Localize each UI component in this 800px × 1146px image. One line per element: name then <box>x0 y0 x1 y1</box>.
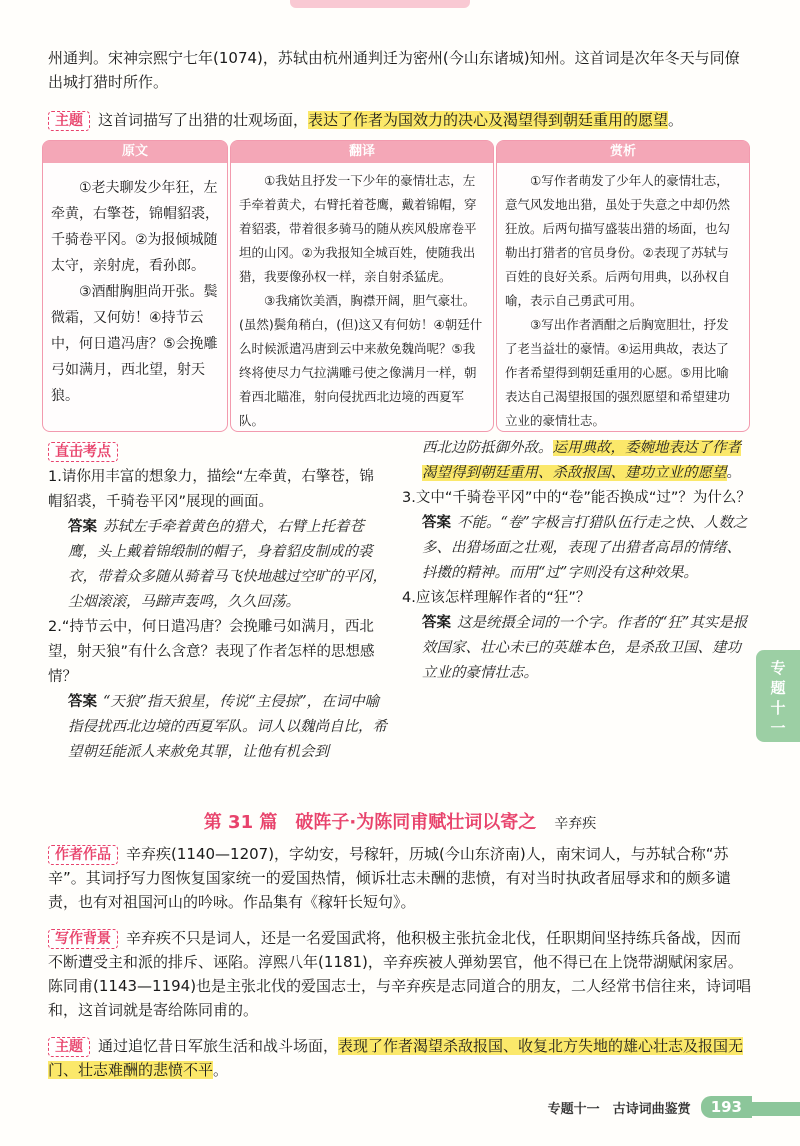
theme-tag: 主题 <box>48 111 90 131</box>
answer-2-cont: 西北边防抵御外敌。 <box>422 440 553 456</box>
section-author: 辛弃疾 <box>554 816 597 832</box>
answer-3-label: 答案 <box>422 515 451 531</box>
theme-end: 。 <box>668 111 684 129</box>
footer <box>548 1096 752 1118</box>
footer-label: 专题十一 古诗词曲鉴赏 <box>547 1101 691 1117</box>
answer-3: 不能。“卷”字极言打猎队伍行走之快、人数之多、出猎场面之壮观，表现了出猎者高昂的情绪、抖擞的精神。而用“过”字则没有这种效果。 <box>422 515 748 581</box>
theme-2-highlight: 表现了作者渴望杀敌报国、收复北方失地的雄心壮志及报国无门、壮志难酬的悲愤不平 <box>48 1037 744 1079</box>
original-stanza-1: ①老夫聊发少年狂，左牵黄，右擎苍，锦帽貂裘，千骑卷平冈。②为报倾城随太守，亲射虎，看孙郎。 <box>51 180 219 274</box>
answer-1: 苏轼左手牵着黄色的猎犬，右臂上托着苍鹰，头上戴着锦缎制的帽子，身着貂皮制成的裘衣，带着众多随从骑着马飞快地越过空旷的平冈，尘烟滚滚，马蹄声轰鸣，久久回荡。 <box>68 519 387 610</box>
header-appreciation: 赏析 <box>497 141 749 163</box>
col-original <box>42 140 228 432</box>
original-stanza-2: ③酒酣胸胆尚开张。鬓微霜，又何妨！④持节云中，何日遣冯唐？⑤会挽雕弓如满月，西北望，射天狼。 <box>51 284 218 404</box>
top-decoration <box>290 0 470 8</box>
theme-2-tag: 主题 <box>48 1037 90 1057</box>
theme-2 <box>48 1034 752 1082</box>
col-translation <box>230 140 494 432</box>
section-title <box>48 808 752 834</box>
background-tag: 写作背景 <box>48 929 118 949</box>
header-translation: 翻译 <box>231 141 493 163</box>
theme-highlight: 表达了作者为国效力的决心及渴望得到朝廷重用的愿望 <box>308 111 669 129</box>
theme-2-end: 。 <box>213 1061 229 1079</box>
author-works-text: 辛弃疾(1140—1207)，字幼安，号稼轩，历城(今山东济南)人，南宋词人，与苏轼合称“苏辛”。其词抒写力图恢复国家统一的爱国热情，倾诉壮志未酬的悲愤，有对当时执政者屈辱求和的颇多谴责，也有对祖国河山的吟咏。作品集有《稼轩长短句》。 <box>48 845 731 911</box>
question-3: 3.文中“千骑卷平冈”中的“卷”能否换成“过”？为什么？ <box>402 490 751 506</box>
theme-text: 这首词描写了出猎的壮观场面， <box>98 111 309 129</box>
author-works <box>48 842 752 914</box>
kaodian-tag: 直击考点 <box>48 442 118 462</box>
theme-2-text: 通过追忆昔日军旅生活和战斗场面， <box>98 1037 339 1055</box>
answer-2-highlight: 运用典故，委婉地表达了作者渴望得到朝廷重用、杀敌报国、建功立业的愿望 <box>422 440 741 481</box>
side-tab <box>756 650 800 742</box>
answer-2-end: 。 <box>726 465 741 481</box>
kaodian-left <box>48 440 388 765</box>
question-1: 1.请你用丰富的想象力，描绘“左牵黄，右擎苍，锦帽貂裘，千骑卷平冈”展现的画面。 <box>48 469 374 510</box>
background-text: 辛弃疾不只是词人，还是一名爱国武将，他积极主张抗金北伐，任职期间坚持练兵备战，因而不断遭受主和派的排斥、诬陷。淳熙八年(1181)，辛弃疾被人弹劾罢官，他不得已在上饶带湖赋闲家居。陈同甫(1143—1194)也是主张北伐的爱国志士，与辛弃疾是志同道合的朋友，二人经常书信往来，诗词唱和，这首词就是寄给陈同甫的。 <box>48 929 752 1019</box>
question-2: 2.“持节云中，何日遣冯唐？会挽雕弓如满月，西北望，射天狼”有什么含意？表现了作者怎样的思想感情？ <box>48 619 375 685</box>
answer-4-label: 答案 <box>422 615 451 631</box>
poem-table <box>42 140 750 432</box>
page-number: 193 <box>701 1096 752 1118</box>
col-appreciation <box>496 140 750 432</box>
section-title-text: 第 31 篇 破阵子·为陈同甫赋壮词以寄之 <box>203 812 537 833</box>
appreciation-2: ③写出作者酒酣之后胸宽胆壮，抒发了老当益壮的豪情。④运用典故，表达了作者希望得到朝廷重用的心愿。⑤用比喻表达自己渴望报国的强烈愿望和希望建功立业的豪情壮志。 <box>505 317 731 428</box>
side-tab-label: 专题十一 <box>770 659 786 737</box>
answer-2-label: 答案 <box>68 694 97 710</box>
translation-1: ①我姑且抒发一下少年的豪情壮志，左手牵着黄犬，右臂托着苍鹰，戴着锦帽，穿着貂裘，带着很多骑马的随从疾风般席卷平坦的山冈。②为我报知全城百姓，使随我出猎，我要像孙权一样，亲自射杀猛虎。 <box>239 173 477 284</box>
appreciation-1: ①写作者萌发了少年人的豪情壮志，意气风发地出猎，虽处于失意之中却仍然狂放。后两句描写盛装出猎的场面，也勾勒出打猎者的官员身份。②表现了苏轼与百姓的良好关系。后两句用典，以孙权自喻，表示自己勇武可用。 <box>505 173 731 308</box>
answer-2: “天狼”指天狼星，传说“主侵掠”，在词中喻指侵扰西北边境的西夏军队。词人以魏尚自比，希望朝廷能派人来赦免其罪，让他有机会到 <box>68 694 387 760</box>
kaodian-right <box>402 436 752 686</box>
intro-text: 州通判。宋神宗熙宁七年(1074)，苏轼由杭州通判迁为密州(今山东诸城)知州。这首词是次年冬天与同僚出城打猎时所作。 <box>48 49 740 91</box>
theme-1 <box>48 108 752 132</box>
translation-2: ③我痛饮美酒，胸襟开阔，胆气豪壮。(虽然)鬓角稍白，(但)这又有何妨！④朝廷什么时候派遣冯唐到云中来赦免魏尚呢？⑤我终将使尽力气拉满雕弓使之像满月一样，朝着西北瞄准，射向侵扰西北边境的西夏军队。 <box>239 293 483 428</box>
header-original: 原文 <box>43 141 227 163</box>
answer-1-label: 答案 <box>68 519 97 535</box>
answer-4: 这是统摄全词的一个字。作者的“狂”其实是报效国家、壮心未已的英雄本色，是杀敌卫国、建功立业的豪情壮志。 <box>422 615 748 681</box>
author-works-tag: 作者作品 <box>48 845 118 865</box>
intro-paragraph <box>48 46 752 94</box>
question-4: 4.应该怎样理解作者的“狂”？ <box>402 590 591 606</box>
writing-background <box>48 926 752 1022</box>
